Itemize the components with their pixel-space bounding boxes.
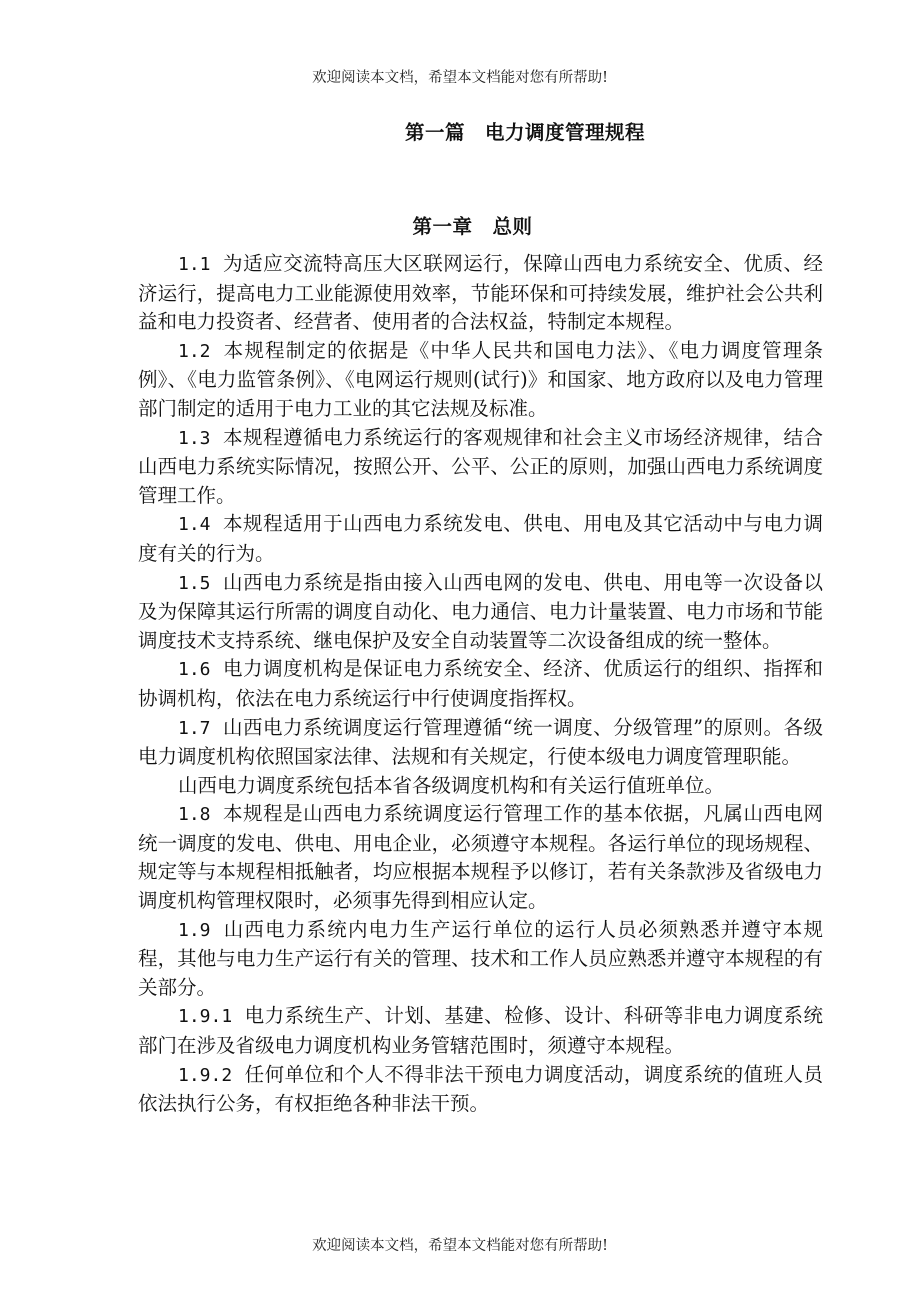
- paragraph-1-9-1: [138, 1002, 823, 1060]
- paragraph-1-9-2: [138, 1061, 823, 1119]
- paragraph-1-8: [138, 800, 823, 915]
- clause-text: 本规程制定的依据是《中华人民共和国电力法》、《电力调度管理条例》、《电力监管条例》、《电网运行规则(试行)》和国家、地方政府以及电力管理部门制定的适用于电力工业的其它法规及标准。: [138, 338, 823, 420]
- clause-text: 山西电力调度系统包括本省各级调度机构和有关运行值班单位。: [178, 773, 725, 797]
- clause-text: 为适应交流特高压大区联网运行，保障山西电力系统安全、优质、经济运行，提高电力工业能源使用效率，节能环保和可持续发展，维护社会公共利益和电力投资者、经营者、使用者的合法权益，特制定本规程。: [138, 252, 823, 334]
- clause-number: 1.8: [178, 804, 211, 826]
- clause-number: 1.3: [178, 427, 211, 449]
- paragraph-1-1: [138, 250, 823, 337]
- chapter-title: 第一章 总则: [412, 215, 533, 238]
- clause-number: 1.4: [178, 514, 211, 536]
- body-text: [138, 250, 823, 1119]
- clause-text: 电力系统生产、计划、基建、检修、设计、科研等非电力调度系统部门在涉及省级电力调度机构业务管辖范围时，须遵守本规程。: [138, 1004, 823, 1058]
- clause-text: 本规程是山西电力系统调度运行管理工作的基本依据，凡属山西电网统一调度的发电、供电、用电企业，必须遵守本规程。各运行单位的现场规程、规定等与本规程相抵触者，均应根据本规程予以修订，若有关条款涉及省级电力调度机构管理权限时，必须事先得到相应认定。: [138, 802, 823, 913]
- paragraph-1-2: [138, 337, 823, 424]
- clause-number: 1.7: [178, 717, 211, 739]
- paragraph-1-6: [138, 655, 823, 713]
- clause-text: 电力调度机构是保证电力系统安全、经济、优质运行的组织、指挥和协调机构，依法在电力系统运行中行使调度指挥权。: [138, 657, 823, 710]
- clause-number: 1.1: [178, 254, 211, 275]
- part-title: 第一篇 电力调度管理规程: [404, 121, 645, 144]
- clause-number: 1.5: [178, 572, 211, 594]
- paragraph-1-7-note: [138, 772, 823, 801]
- clause-number: 1.2: [178, 340, 211, 362]
- clause-number: 1.9.1: [178, 1006, 233, 1028]
- paragraph-1-5: [138, 569, 823, 656]
- clause-text: 本规程遵循电力系统运行的客观规律和社会主义市场经济规律，结合山西电力系统实际情况，按照公开、公平、公正的原则，加强山西电力系统调度管理工作。: [138, 425, 823, 507]
- paragraph-1-4: [138, 510, 823, 568]
- header-banner: 欢迎阅读本文档，希望本文档能对您有所帮助!: [312, 70, 608, 86]
- clause-number: 1.6: [178, 659, 211, 681]
- paragraph-1-9: [138, 916, 823, 1003]
- clause-text: 山西电力系统调度运行管理遵循“统一调度、分级管理”的原则。各级电力调度机构依照国家法律、法规和有关规定，行使本级电力调度管理职能。: [138, 715, 823, 769]
- clause-number: 1.9.2: [178, 1064, 233, 1086]
- paragraph-1-7: [138, 714, 823, 772]
- paragraph-1-3: [138, 424, 823, 511]
- clause-text: 山西电力系统是指由接入山西电网的发电、供电、用电等一次设备以及为保障其运行所需的调度自动化、电力通信、电力计量装置、电力市场和节能调度技术支持系统、继电保护及安全自动装置等二次设备组成的统一整体。: [138, 570, 823, 652]
- clause-text: 任何单位和个人不得非法干预电力调度活动，调度系统的值班人员依法执行公务，有权拒绝各种非法干预。: [138, 1062, 823, 1116]
- clause-text: 山西电力系统内电力生产运行单位的运行人员必须熟悉并遵守本规程，其他与电力生产运行有关的管理、技术和工作人员应熟悉并遵守本规程的有关部分。: [138, 917, 823, 999]
- clause-text: 本规程适用于山西电力系统发电、供电、用电及其它活动中与电力调度有关的行为。: [138, 512, 823, 565]
- footer-banner: 欢迎阅读本文档，希望本文档能对您有所帮助!: [312, 1238, 608, 1254]
- clause-number: 1.9: [178, 919, 211, 941]
